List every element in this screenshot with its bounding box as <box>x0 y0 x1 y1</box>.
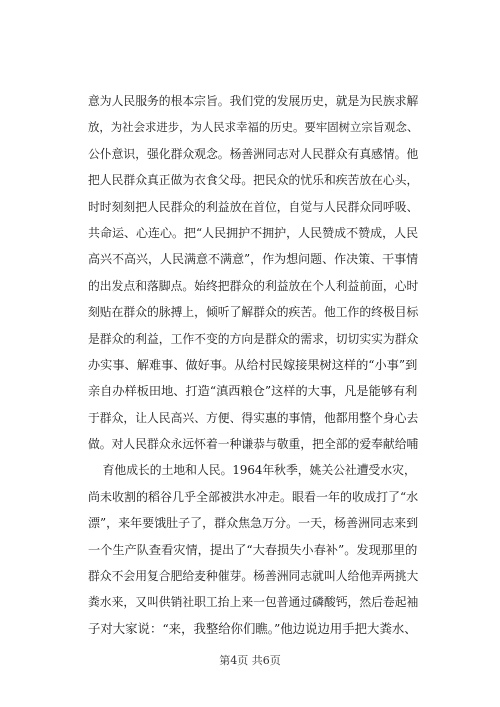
text-line <box>88 246 418 272</box>
text-line-content: 办实事、解难事、做好事。从给村民嫁接果树这样的“小事”到 <box>88 357 418 372</box>
text-line-content: 把人民群众真正做为衣食父母。把民众的忧乐和疾苦放在心头， <box>88 173 419 188</box>
text-line <box>88 457 418 483</box>
text-line-content: 尚未收割的稻谷几乎全部被洪水冲走。眼看一年的收成打了“水 <box>88 489 419 504</box>
text-line-content: 是群众的利益，工作不变的方向是群众的需求，切切实实为群众 <box>88 331 419 346</box>
text-line <box>88 194 418 220</box>
text-line <box>88 220 418 246</box>
text-line-content: 做。对人民群众永远怀着一种谦恭与敬重，把全部的爱奉献给哺 <box>88 437 419 452</box>
text-line-content: 于群众，让人民高兴、方便、得实惠的事情，他都用整个身心去 <box>88 410 419 425</box>
text-line-content: 公仆意识，强化群众观念。杨善洲同志对人民群众有真感情。他 <box>88 146 419 161</box>
text-line <box>88 510 418 536</box>
text-line <box>88 141 418 167</box>
text-line <box>88 378 418 404</box>
text-line-content: 群众不会用复合肥给麦种催芽。杨善洲同志就叫人给他弄两挑大 <box>88 569 419 584</box>
text-line <box>88 431 418 457</box>
page-number-label: 第4页 共6页 <box>219 654 281 667</box>
text-line <box>88 563 418 589</box>
text-line-content: 的出发点和落脚点。始终把群众的利益放在个人利益前面，心时 <box>88 278 419 293</box>
text-line-content: 意为人民服务的根本宗旨。我们党的发展历史，就是为民族求解 <box>88 94 419 108</box>
text-line-content: 亲自办样板田地、打造“滇西粮仓”这样的大事，凡是能够有利 <box>88 384 418 399</box>
text-line <box>88 537 418 563</box>
text-line-content: 时时刻刻把人民群众的利益放在首位，自觉与人民群众同呼吸、 <box>88 199 419 214</box>
text-line <box>88 273 418 299</box>
text-line <box>88 114 418 140</box>
text-line-content: 粪水来，又叫供销社职工抬上来一包普通过磷酸钙，然后卷起袖 <box>88 595 419 610</box>
text-line <box>88 589 418 615</box>
text-line-content: 刻贴在群众的脉搏上，倾听了解群众的疾苦。他工作的终极目标 <box>88 305 419 320</box>
text-line <box>88 299 418 325</box>
text-line-content: 育他成长的土地和人民。1964年秋季，姚关公社遭受水灾， <box>102 463 416 478</box>
text-line-content: 高兴不高兴，人民满意不满意”，作为想问题、作决策、干事情 <box>88 252 419 267</box>
text-line <box>88 352 418 378</box>
text-line <box>88 167 418 193</box>
text-line <box>88 88 418 114</box>
text-line <box>88 405 418 431</box>
text-line-content: 一个生产队查看灾情，提出了“大春损失小春补”。发现那里的 <box>88 542 418 557</box>
text-line <box>88 616 418 642</box>
text-line-content: 漂”，来年要饿肚子了，群众焦急万分。一天，杨善洲同志来到 <box>88 516 419 531</box>
text-line-content: 放，为社会求进步，为人民求幸福的历史。要牢固树立宗旨观念、 <box>88 120 419 135</box>
document-body <box>88 88 418 642</box>
text-line <box>88 326 418 352</box>
text-line-content: 共命运、心连心。把“人民拥护不拥护，人民赞成不赞成，人民 <box>88 225 419 240</box>
page-number-footer <box>0 652 500 668</box>
text-line <box>88 484 418 510</box>
text-line-content: 子对大家说：“来，我整给你们瞧。”他边说边用手把大粪水、 <box>88 620 417 636</box>
